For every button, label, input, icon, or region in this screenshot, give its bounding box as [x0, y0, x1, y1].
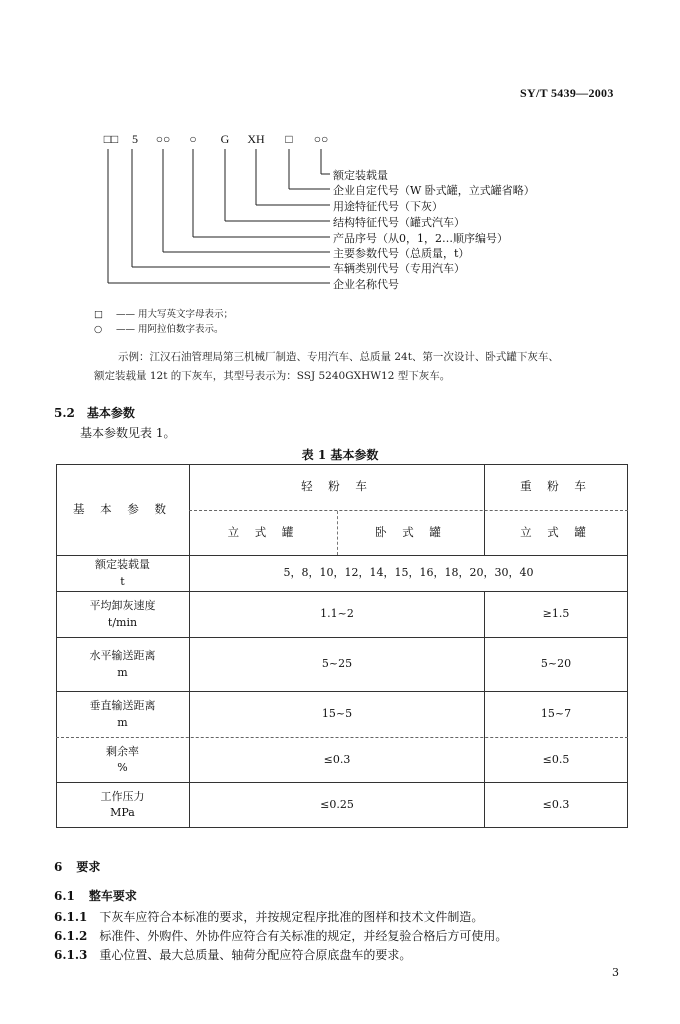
param-name: 平均卸灰速度	[89, 599, 156, 612]
diagram-label-structure-code: 结构特征代号（罐式汽车）	[333, 216, 465, 229]
table-title: 表 1 基本参数	[301, 448, 379, 462]
table-cell-heavy: 15~7	[540, 707, 572, 721]
diagram-label-capacity: 额定装载量	[333, 169, 388, 182]
legend-symbol-circle: ○	[94, 324, 103, 335]
code-part-category: 5	[132, 132, 138, 146]
clause-number: 6.1.1	[54, 910, 88, 924]
legend-item-square	[94, 306, 233, 320]
clause-6-1-3	[54, 946, 411, 963]
section-5-2-heading	[54, 404, 135, 421]
diagram-label-main-parameter: 主要参数代号（总质量，t）	[333, 247, 470, 260]
diagram-label-custom-code: 企业自定代号（W 卧式罐，立式罐省略）	[333, 184, 535, 197]
param-unit: MPa	[110, 806, 135, 819]
table-cell-heavy: ≤0.3	[542, 797, 570, 811]
code-part-custom: □	[285, 132, 293, 146]
section-6-heading	[54, 858, 100, 875]
clause-text: 下灰车应符合本标准的要求，并按规定程序批准的图样和技术文件制造。	[99, 910, 484, 924]
legend-text-circle: —— 用阿拉伯数字表示。	[116, 324, 224, 335]
code-part-capacity: ○○	[313, 132, 329, 146]
diagram-label-purpose-code: 用途特征代号（下灰）	[333, 200, 443, 213]
param-unit: %	[117, 761, 128, 774]
table-cell-light: 5~25	[321, 657, 353, 671]
clause-6-1-1	[54, 908, 483, 925]
table-row-label	[56, 692, 189, 737]
subheader-horizontal-tank: 卧 式 罐	[375, 525, 447, 540]
clause-number: 6.1.3	[54, 948, 88, 962]
legend-item-circle	[94, 321, 224, 335]
param-unit: m	[117, 715, 128, 729]
param-unit: t	[120, 574, 125, 588]
legend-text-square: —— 用大写英文字母表示；	[116, 309, 234, 320]
param-unit: t/min	[107, 615, 138, 629]
example-line-1: 示例：江汉石油管理局第三机械厂制造、专用汽车、总质量 24t、第一次设计、卧式罐下灰车、	[118, 351, 559, 363]
example-line-2: 额定装载量 12t 的下灰车，其型号表示为：SSJ 5240GXHW12 型下灰车。	[94, 370, 451, 382]
param-name: 水平输送距离	[89, 649, 156, 662]
section-title: 整车要求	[88, 889, 137, 903]
section-number: 5.2	[54, 406, 75, 420]
code-part-mass: ○○	[155, 132, 171, 146]
subheader-heavy-vertical-tank: 立 式 罐	[520, 525, 592, 540]
section-5-2-text: 基本参数见表 1。	[80, 426, 176, 440]
standard-code: SY/T 5439—2003	[520, 86, 614, 100]
section-number: 6.1	[54, 889, 75, 903]
param-name: 垂直输送距离	[89, 699, 156, 712]
section-title: 基本参数	[86, 406, 135, 420]
clause-number: 6.1.2	[54, 929, 88, 943]
table-cell-rated-load: 5，8，10，12，14，15，16，18，20，30，40	[283, 566, 534, 580]
table-row-label	[56, 638, 189, 691]
table-cell-heavy: ≥1.5	[542, 607, 570, 621]
param-name: 剩余率	[106, 744, 139, 758]
section-6-1-heading	[54, 887, 137, 904]
clause-text: 重心位置、最大总质量、轴荷分配应符合原底盘车的要求。	[99, 948, 412, 962]
section-number: 6	[54, 860, 63, 874]
table-cell-light: ≤0.3	[323, 752, 351, 766]
code-part-purpose: XH	[247, 132, 265, 146]
parameters-table	[56, 464, 628, 828]
header-basic-parameters: 基 本 参 数	[73, 501, 172, 516]
table-row-label	[56, 592, 189, 637]
header-light-powder-truck: 轻 粉 车	[301, 479, 373, 494]
code-part-enterprise: □□	[103, 132, 119, 146]
page-number: 3	[612, 966, 619, 979]
table-cell-light: ≤0.25	[320, 797, 354, 811]
table-cell-light: 15~5	[321, 707, 353, 721]
diagram-label-vehicle-category: 车辆类别代号（专用汽车）	[333, 262, 465, 275]
param-name: 额定装载量	[95, 558, 150, 571]
table-row-label	[56, 556, 189, 591]
table-cell-heavy: ≤0.5	[542, 752, 570, 766]
subheader-vertical-tank: 立 式 罐	[227, 525, 300, 540]
table-row-label	[56, 738, 189, 782]
table-cell-light: 1.1~2	[320, 607, 354, 621]
diagram-label-enterprise-code: 企业名称代号	[333, 278, 399, 291]
table-row-label	[56, 783, 189, 827]
diagram-label-serial-number: 产品序号（从0，1，2…顺序编号）	[333, 232, 508, 245]
table-cell-heavy: 5~20	[540, 657, 572, 671]
header-heavy-powder-truck: 重 粉 车	[520, 479, 592, 494]
clause-text: 标准件、外购件、外协件应符合有关标准的规定，并经复验合格后方可使用。	[99, 929, 508, 943]
code-part-serial: ○	[189, 132, 197, 146]
section-title: 要求	[76, 860, 101, 874]
param-unit: m	[117, 665, 128, 679]
clause-6-1-2	[54, 927, 507, 944]
code-part-structure: G	[220, 132, 230, 146]
legend-symbol-square: □	[94, 309, 103, 320]
param-name: 工作压力	[100, 789, 145, 803]
